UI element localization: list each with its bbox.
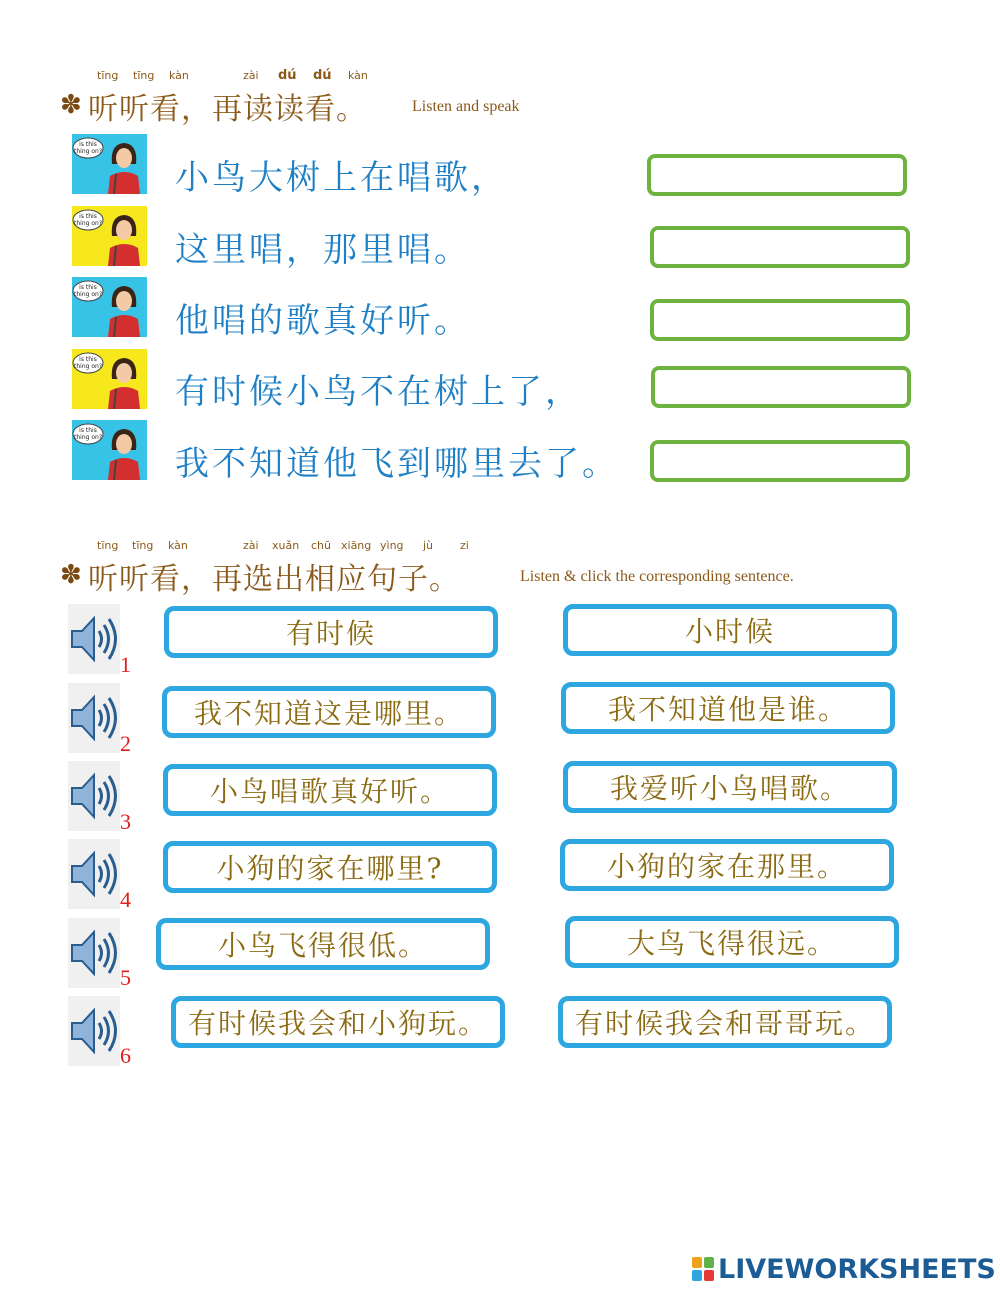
pinyin-4: zài [243,69,259,82]
answer-box-1[interactable] [647,154,907,196]
answer-box-2[interactable] [650,226,910,268]
speaker-icon [68,839,120,909]
choice-right-2[interactable]: 我不知道他是谁。 [561,682,895,734]
speaker-avatar [72,206,147,266]
choice-left-2[interactable]: 我不知道这是哪里。 [162,686,496,738]
answer-box-3[interactable] [650,299,910,341]
section1-subtitle: Listen and speak [412,98,520,115]
pinyin-2: tīng [133,69,155,82]
reading-line-4: 有时候小鸟不在树上了， [175,372,582,412]
pinyin-1: tīng [97,539,119,552]
pinyin-5: dú [278,68,297,83]
pinyin-1: tīng [97,69,119,82]
choice-right-5[interactable]: 大鸟飞得很远。 [565,916,899,968]
section1-title: 听听看，再读读看。 [88,92,367,127]
pinyin-6: chū [311,539,331,552]
logo-text: LIVEWORKSHEETS [718,1253,996,1285]
reading-line-1: 小鸟大树上在唱歌， [175,158,508,198]
answer-box-4[interactable] [651,366,911,408]
section2-subtitle: Listen & click the corresponding sentence. [520,568,794,585]
item-number: 6 [120,1043,131,1068]
flower-icon: ✽ [60,90,82,120]
speaker-icon [68,761,120,831]
reading-line-3: 他唱的歌真好听。 [175,301,471,341]
choice-right-4[interactable]: 小狗的家在那里。 [560,839,894,891]
pinyin-9: jù [423,539,434,552]
item-number: 5 [120,965,131,990]
svg-text:thing on?: thing on? [74,220,102,227]
item-number: 1 [120,652,131,677]
speaker-avatar [72,134,147,194]
speaker-avatar [72,277,147,337]
item-number: 4 [120,887,131,912]
svg-text:thing on?: thing on? [74,291,102,298]
section2-title: 听听看，再选出相应句子。 [88,562,460,597]
speaker-icon [68,918,120,988]
pinyin-3: kàn [169,69,189,82]
audio-play-button[interactable] [68,918,120,988]
svg-text:is this: is this [79,141,97,148]
svg-text:is this: is this [79,427,97,434]
answer-box-5[interactable] [650,440,910,482]
audio-play-button[interactable] [68,683,120,753]
speaker-avatar [72,349,147,409]
svg-text:thing on?: thing on? [74,434,102,441]
logo-icon [692,1256,716,1282]
svg-text:thing on?: thing on? [74,363,102,370]
audio-play-button[interactable] [68,604,120,674]
speaker-avatar [72,420,147,480]
flower-icon: ✽ [60,560,82,590]
speaker-icon [68,996,120,1066]
pinyin-6: dú [313,68,332,83]
reading-line-2: 这里唱，那里唱。 [175,230,471,270]
svg-text:is this: is this [79,284,97,291]
svg-text:is this: is this [79,213,97,220]
pinyin-7: kàn [348,69,368,82]
audio-play-button[interactable] [68,996,120,1066]
choice-left-6[interactable]: 有时候我会和小狗玩。 [171,996,505,1048]
pinyin-4: zài [243,539,259,552]
svg-text:thing on?: thing on? [74,148,102,155]
choice-right-3[interactable]: 我爱听小鸟唱歌。 [563,761,897,813]
item-number: 2 [120,731,131,756]
speaker-icon [68,683,120,753]
choice-left-5[interactable]: 小鸟飞得很低。 [156,918,490,970]
pinyin-10: zi [460,539,469,552]
audio-play-button[interactable] [68,839,120,909]
pinyin-8: yìng [380,539,404,552]
item-number: 3 [120,809,131,834]
choice-right-6[interactable]: 有时候我会和哥哥玩。 [558,996,892,1048]
liveworksheets-logo [692,1253,996,1285]
pinyin-2: tīng [132,539,154,552]
reading-line-5: 我不知道他飞到哪里去了。 [175,444,619,484]
choice-right-1[interactable]: 小时候 [563,604,897,656]
audio-play-button[interactable] [68,761,120,831]
choice-left-4[interactable]: 小狗的家在哪里? [163,841,497,893]
choice-left-1[interactable]: 有时候 [164,606,498,658]
speaker-icon [68,604,120,674]
pinyin-5: xuǎn [272,539,300,552]
pinyin-3: kàn [168,539,188,552]
pinyin-7: xiāng [341,539,372,552]
svg-text:is this: is this [79,356,97,363]
choice-left-3[interactable]: 小鸟唱歌真好听。 [163,764,497,816]
